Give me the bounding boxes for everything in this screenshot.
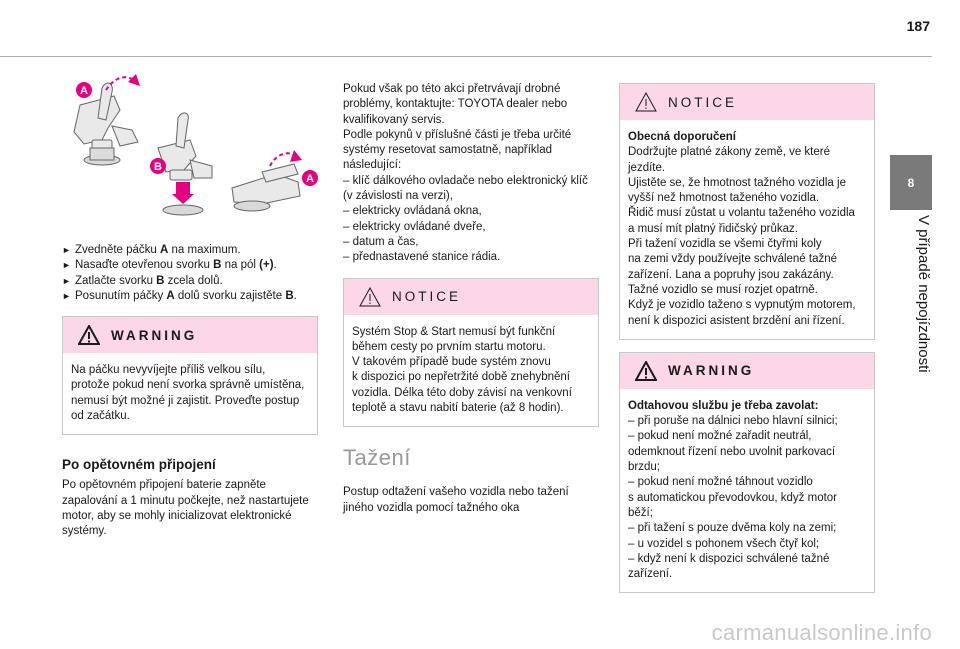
text-line: Po opětovném připojení baterie zapněte: [62, 479, 266, 492]
text-line: od začátku.: [71, 410, 130, 423]
notice-subtitle: Obecná doporučení: [628, 131, 736, 143]
label-a-top: A: [80, 85, 88, 97]
step-4: ► Posunutím páčky A dolů svorku zajistěte B.: [62, 289, 318, 304]
text-line: na zemi vždy používejte schválené tažné: [628, 253, 838, 266]
step-1: ► Zvedněte páčku A na maximum.: [62, 243, 318, 258]
notice-box-2: [619, 83, 875, 340]
notice-title: NOTICE: [392, 289, 462, 305]
text-line: zařízení.: [628, 568, 673, 581]
battery-clamp-drawing: [62, 70, 318, 218]
bullet-triangle-icon: ►: [62, 245, 71, 255]
text-line: motor, aby se mohly inicializovat elektronické: [62, 509, 292, 522]
notice-triangle-icon: [358, 287, 382, 307]
step-3: ► Zatlačte svorku B zcela dolů.: [62, 274, 318, 289]
warning-header: [63, 317, 317, 353]
text-line: – elektricky ovládaná okna,: [343, 205, 482, 218]
chapter-title: V případě nepojízdnosti: [915, 215, 932, 373]
text-line: – u vozidel s pohonem všech čtyř kol;: [628, 537, 820, 550]
warning-box-1: [62, 316, 318, 435]
chapter-tab[interactable]: 8: [890, 155, 932, 210]
text-line: zařízení. Lana a popruhy jsou zakázány.: [628, 268, 834, 281]
notice-body: [620, 120, 874, 339]
text-line: brzdu;: [628, 461, 660, 474]
text-line: systémy.: [62, 525, 107, 538]
text-line: – když není k dispozici schválené tažné: [628, 552, 830, 565]
text-line: problémy, kontaktujte: TOYOTA dealer nebo: [343, 98, 568, 111]
text-line: Systém Stop & Start nemusí být funkční: [352, 325, 556, 338]
text-line: – při poruše na dálnici nebo hlavní silnici;: [628, 415, 838, 428]
label-b: B: [154, 161, 162, 173]
text-line: – elektricky ovládané dveře,: [343, 220, 486, 233]
text-line: Řidič musí zůstat u volantu taženého vozidla: [628, 207, 855, 220]
text-line: – klíč dálkového ovladače nebo elektronický klíč: [343, 174, 588, 187]
text-line: Na páčku nevyvíjejte příliš velkou sílu,: [71, 364, 266, 377]
column-1: [62, 70, 318, 540]
warning-body: [63, 353, 317, 434]
text-line: – pokud není možné zařadit neutrál,: [628, 430, 812, 443]
text-line: (v závislosti na verzi),: [343, 190, 453, 203]
notice-header: [620, 84, 874, 120]
bullet-triangle-icon: ►: [62, 260, 71, 271]
warning-box-2: [619, 352, 875, 594]
notice-body: [344, 315, 598, 427]
text-line: kvalifikovaný servis.: [343, 113, 445, 126]
column-3: [619, 83, 875, 593]
text-line: – přednastavené stanice rádia.: [343, 251, 501, 264]
text-line: následující:: [343, 159, 402, 172]
text-line: nemusí být možné ji zajistit. Proveďte postup: [71, 394, 300, 407]
text-line: jiného vozidla pomocí tažného oka: [343, 501, 520, 514]
text-line: během cesty po prvním startu motoru.: [352, 340, 546, 353]
battery-clamp-illustration: [62, 70, 318, 218]
warning-body: [620, 389, 874, 593]
text-line: – při tažení s pouze dvěma koly na zemi;: [628, 522, 837, 535]
text-line: Podle pokynů v příslušné části je třeba určité: [343, 128, 572, 141]
text-line: zapalování a 1 minutu počkejte, než nastartujete: [62, 494, 309, 507]
text-line: – datum a čas,: [343, 235, 419, 248]
text-line: není k dispozici asistent brzdění ani řízení.: [628, 314, 845, 327]
warning-header: [620, 353, 874, 389]
text-line: a musí mít platný řidičský průkaz.: [628, 222, 798, 235]
steps-list: [62, 243, 318, 304]
text-line: jezdíte.: [628, 161, 666, 174]
warning-triangle-icon: [77, 325, 101, 345]
warning-subtitle: Odtahovou službu je třeba zavolat:: [628, 399, 819, 412]
text-line: vozidla. Délka této doby závisí na venkovní: [352, 386, 572, 399]
section-heading-reconnect: Po opětovném připojení: [62, 457, 216, 473]
column-2: [343, 82, 599, 516]
text-line: Postup odtažení vašeho vozidla nebo tažení: [343, 486, 569, 499]
text-line: Při tažení vozidla se všemi čtyřmi koly: [628, 238, 822, 251]
text-line: odemknout řízení nebo uvolnit parkovací: [628, 445, 836, 458]
text-line: teplotě a stavu nabití baterie (až 8 hodin).: [352, 402, 564, 415]
reset-info: [343, 82, 599, 266]
section-heading-towing: Tažení: [343, 445, 411, 471]
warning-title: WARNING: [111, 327, 198, 343]
text-line: Dodržujte platné zákony země, ve které: [628, 146, 830, 159]
text-line: protože pokud není svorka správně umístěna,: [71, 379, 305, 392]
warning-title: WARNING: [668, 363, 755, 379]
text-line: vyšší než hmotnost taženého vozidla.: [628, 192, 820, 205]
text-line: Když je vozidlo taženo s vypnutým motorem,: [628, 299, 856, 312]
label-a-right: A: [306, 173, 314, 185]
warning-triangle-icon: [634, 361, 658, 381]
top-rule: [0, 56, 932, 57]
watermark[interactable]: carmanualsonline.info: [711, 620, 932, 645]
notice-title: NOTICE: [668, 94, 738, 110]
notice-triangle-icon: [634, 92, 658, 112]
text-line: Pokud však po této akci přetrvávají drobné: [343, 83, 561, 95]
text-line: systémy resetovat samostatně, například: [343, 144, 553, 157]
text-line: – pokud není možné táhnout vozidlo: [628, 476, 813, 489]
text-line: Tažné vozidlo se musí rozjet opatrně.: [628, 283, 818, 296]
notice-box-1: [343, 278, 599, 428]
text-line: běží;: [628, 506, 653, 519]
notice-header: [344, 279, 598, 315]
text-line: s automatickou převodovkou, když motor: [628, 491, 838, 504]
page-number: 187: [906, 18, 930, 34]
step-2: ► Nasaďte otevřenou svorku B na pól (+).: [62, 258, 318, 273]
bullet-triangle-icon: ►: [62, 275, 71, 286]
text-line: V takovém případě bude systém znovu: [352, 356, 551, 369]
bullet-triangle-icon: ►: [62, 290, 71, 301]
text-line: k dispozici po nepřetržité době znehybnění: [352, 371, 571, 384]
text-line: Ujistěte se, že hmotnost tažného vozidla je: [628, 176, 846, 189]
